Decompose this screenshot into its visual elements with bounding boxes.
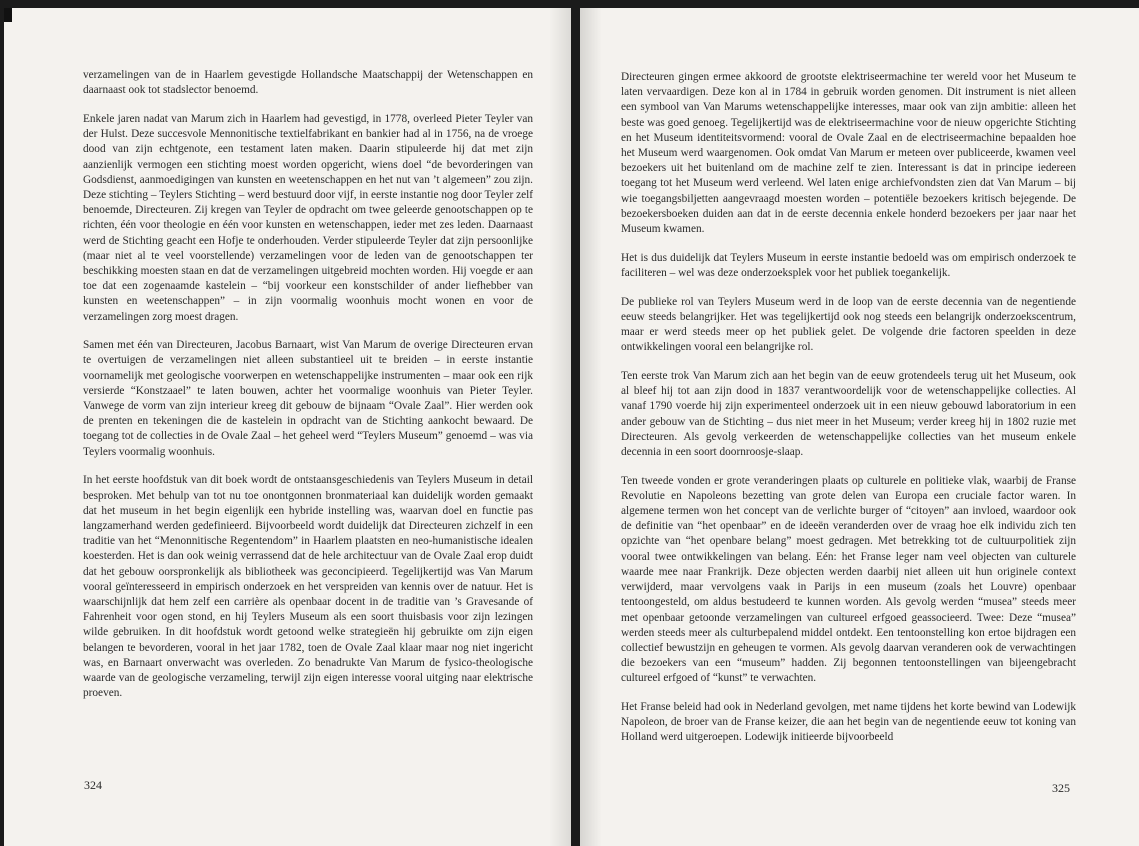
page-number: 324 <box>84 778 102 792</box>
paragraph: verzamelingen van de in Haarlem gevestigde Hollandsche Maatschappij der Wetenschappen en daarnaast ook tot stadslector benoemd. <box>83 69 533 97</box>
left-page <box>4 8 571 846</box>
paragraph: Het Franse beleid had ook in Nederland gevolgen, met name tijdens het korte bewind van Lodewijk Napoleon, de broer van de Franse keizer, die aan het begin van de negentiende eeuw tot koning van Holland werd uitgeroepen. Lodewijk initieerde bijvoorbeeld <box>621 701 1076 744</box>
paragraph: Ten eerste trok Van Marum zich aan het begin van de eeuw grotendeels terug uit het Museum, ook al bleef hij tot aan zijn dood in 1837 verantwoordelijk voor de wetenschappelijke collecties. Al vanaf 1790 voerde hij zijn experimenteel onderzoek uit in een nieuw gebouwd laboratorium in een ander gebouw van de Stichting – dus niet meer in het Museum; verder kreeg hij in 1802 ruzie met Directeuren. Als gevolg verkeerden de wetenschappelijke collecties van het museum enkele decennia in een soort doornroosje-slaap. <box>621 369 1076 458</box>
page-corner <box>4 8 12 22</box>
page-number: 325 <box>1052 781 1070 795</box>
paragraph: Directeuren gingen ermee akkoord de grootste elektriseermachine ter wereld voor het Museum te laten vervaardigen. Deze kon al in 1784 in gebruik worden genomen. Dit instrument is niet alleen een symbool van Van Marums wetenschappelijke interesses, maar ook van zijn ambitie: alleen het beste was goed genoeg. Tegelijkertijd was de elektriseermachine voor de nieuw opgerichte Stichting en het Museum identiteitsvormend: vooral de Ovale Zaal en de electriseermachine bepaalden hoe het Museum werd waargenomen. Ook omdat Van Marum er meteen over publiceerde, kwamen veel bezoekers uit het buitenland om de machine zelf te zien. Interessant is dat in principe iedereen toegang tot het Museum werd verleend. Wel laten enige archiefvondsten zien dat Van Marum – bij wie toegangsbiljetten aangevraagd moesten worden – potentiële bezoekers kritisch bejegende. De bezoekersboeken duiden aan dat in de eerste decennia enkele honderd bezoekers per jaar naar het Museum kwamen. <box>621 71 1076 236</box>
paragraph: De publieke rol van Teylers Museum werd in de loop van de eerste decennia van de negentiende eeuw steeds belangrijker. Het was tegelijkertijd ook nog steeds een belangrijk onderzoekscentrum, maar er werd steeds meer op het publiek gelet. De volgende drie factoren speelden in deze ontwikkelingen vooral een belangrijke rol. <box>621 295 1076 354</box>
paragraph: Ten tweede vonden er grote veranderingen plaats op culturele en politieke vlak, waarbij de Franse Revolutie en Napoleons bezetting van grote delen van Europa een cruciale factor waren. In algemene termen won het concept van de verlichte burger of “citoyen” aan invloed, waardoor ook de definitie van “het openbaar” en de ideeën veranderden over de vraag hoe elk individu zich ten opzichte van “het openbare belang” moest gedragen. Met betrekking tot de cultuurpolitiek zijn vooral twee ontwikkelingen van belang. Eén: het Franse leger nam veel objecten van culturele waarde mee naar Frankrijk. Deze objecten werden daarbij niet alleen uit hun originele context verwijderd, maar vervolgens vaak in Parijs in een museum (zoals het Louvre) openbaar tentoongesteld, om aldus bestudeerd te kunnen worden. Als gevolg werden “musea” steeds meer met openbaar getoonde verzamelingen van cultureel erfgoed geassocieerd. Twee: Deze “musea” werden steeds meer als culturbepalend middel ontdekt. Een tentoonstelling kon ertoe bijdragen een collectief bewustzijn en geheugen te vormen. Als gevolg daarvan veranderen ook de verwachtingen die bezoekers van een “museum” hadden. Zij begonnen tentoonstellingen van bijeengebracht cultureel erfgoed of “kunst” te verwachten. <box>621 474 1076 685</box>
paragraph: Samen met één van Directeuren, Jacobus Barnaart, wist Van Marum de overige Directeuren ervan te overtuigen de verzamelingen niet alleen substantieel uit te breiden – in eerste instantie voornamelijk met geologische voorwerpen en wetenschappelijke instrumenten – maar ook een rijk versierde “Konstzaael” te laten bouwen, achter het voormalige woonhuis van Pieter Teyler. Vanwege de vorm van zijn interieur kreeg dit gebouw de bijnaam “Ovale Zaal”. Hier werden ook de prenten en tekeningen die de kastelein in opdracht van de Stichting aankocht bewaard. De toegang tot de collecties in de Ovale Zaal – het geheel werd “Teylers Museum” genoemd – was via Teylers voormalig woonhuis. <box>83 339 533 458</box>
right-page <box>580 8 1139 846</box>
page-gutter-shadow <box>549 8 571 846</box>
left-text-column <box>83 68 533 701</box>
paragraph: Het is dus duidelijk dat Teylers Museum in eerste instantie bedoeld was om empirisch onderzoek te faciliteren – wel was deze onderzoeksplek voor het publiek toegankelijk. <box>621 251 1076 279</box>
paragraph: Enkele jaren nadat van Marum zich in Haarlem had gevestigd, in 1778, overleed Pieter Teyler van der Hulst. Deze succesvole Mennonitische textielfabrikant en bankier had al in 1756, na de vroege dood van zijn echtgenote, een testament laten maken. Daarin stipuleerde hij dat met zijn aanzienlijk vermogen een stichting moest worden opgericht, wiens doel “de bevorderingen van Godsdienst, aanmoedigingen van kunsten en weetenschappen en het nut van ’t algemeen” zou zijn. Deze stichting – Teylers Stichting – werd bestuurd door vijf, in eerste instantie nog door Teyler zelf benoemde, Directeuren. Zij kregen van Teyler de opdracht om twee geleerde genootschappen op te richten, één voor theologie en één voor kunsten en wetenschappen, ieder met zes leden. Daarnaast werd de Stichting geacht een Hofje te onderhouden. Verder stipuleerde Teyler dat zijn persoonlijke (maar niet al te veel voorstellende) verzamelingen voor de leden van de genootschappen ter beschikking moesten staan en dat de verzamelingen uitgebreid mochten worden. Hij voegde er aan toe dat een zogenaamde kastelein – “bij voorkeur een konstschilder of ander liefhebber van kunsten en weetenschappen” – in zijn voormalig woonhuis mocht wonen en voor de verzamelingen zorg moest dragen. <box>83 112 533 323</box>
right-text-column <box>621 70 1076 746</box>
paragraph: In het eerste hoofdstuk van dit boek wordt de ontstaansgeschiedenis van Teylers Museum in detail besproken. Met behulp van tot nu toe onontgonnen bronmateriaal kan duidelijk worden gemaakt dat het museum in het begin eigenlijk een hybride instelling was, waarvan doel en functie pas langzamerhand werden gedefinieerd. Bijvoorbeeld wordt duidelijk dat Directeuren zichzelf in een traditie van het “Menonnitische Regentendom” in Haarlem plaatsten en neo-humanistische idealen koesterden. Het is dan ook weinig verrassend dat de hele architectuur van de Ovale Zaal erop duidt dat het gebouw oorspronkelijk als bibliotheek was geconcipieerd. Tegelijkertijd was Van Marum vooral geïnteresseerd in empirisch onderzoek en het verspreiden van kennis over de natuur. Het is waarschijnlijk dat hem zelf een carrière als openbaar docent in de traditie van ’s Gravesande of Fahrenheit voor ogen stond, en hij Teylers Museum als een soort thuisbasis voor zijn lezingen wilde gebruiken. In dit hoofdstuk wordt getoond welke strategieën hij gebruikte om zijn eigen belangen te bevorderen, vooral in het jaar 1782, toen de Ovale Zaal klaar maar nog niet ingericht was, en Barnaart onverwacht was overleden. Zo benadrukte Van Marum de fysico-theologische waarde van de geologische verzameling, terwijl zijn eigen interesse vooral uitging naar elektrische proeven. <box>83 474 533 700</box>
page-gutter-shadow <box>580 8 602 846</box>
